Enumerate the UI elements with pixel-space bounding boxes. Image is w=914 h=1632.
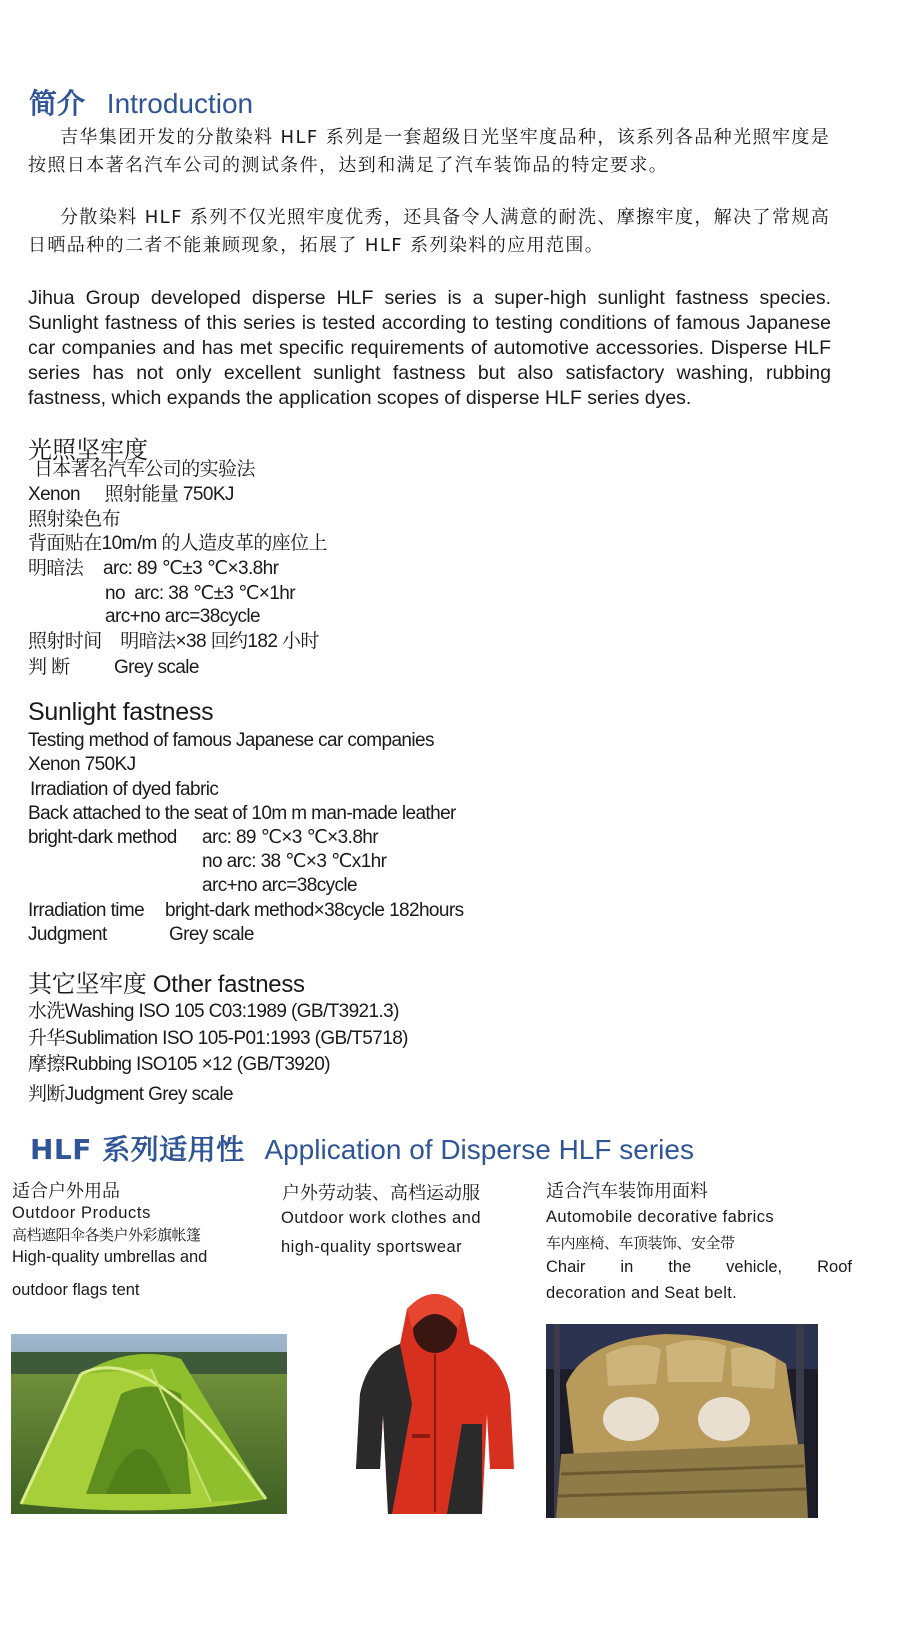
light-cn-judge-label: 判 断 [28, 657, 70, 678]
light-cn-arc1: arc: 89 ℃±3 ℃×3.8hr [103, 558, 279, 579]
application-title-cn: HLF 系列适用性 [30, 1133, 245, 1166]
col1-line4: outdoor flags tent [12, 1281, 140, 1299]
col1-line2: 高档遮阳伞各类户外彩旗帐篷 [12, 1226, 201, 1244]
other-item-rubbing: 摩擦Rubbing ISO105 ×12 (GB/T3920) [28, 1054, 330, 1075]
application-heading [30, 1128, 694, 1168]
intro-title-en: Introduction [106, 88, 254, 119]
light-cn-time-label: 照射时间 [28, 631, 102, 652]
col2-line2: high-quality sportswear [281, 1238, 463, 1256]
col3-line3-w4: vehicle, [726, 1258, 783, 1276]
light-cn-arc3: arc+no arc=38cycle [105, 606, 261, 627]
light-cn-xenon [28, 482, 234, 507]
application-title-en: Application of Disperse HLF series [264, 1134, 694, 1165]
other-item-sublimation: 升华Sublimation ISO 105-P01:1993 (GB/T5718) [28, 1028, 408, 1049]
light-en-method-label: bright-dark method [28, 827, 177, 848]
light-cn-method-label: 明暗法 [28, 558, 84, 579]
light-cn-time-value: 明暗法×38 回约182 小时 [120, 631, 319, 652]
light-cn-xenon-label: Xenon [28, 484, 80, 505]
light-cn-xenon-value: 照射能量 750KJ [104, 484, 234, 505]
light-cn-fabric: 照射染色布 [28, 509, 121, 530]
light-cn-backing: 背面贴在10m/m 的人造皮革的座位上 [28, 533, 327, 554]
col1-line3: High-quality umbrellas and [12, 1248, 208, 1266]
col3-line2: 车内座椅、车顶装饰、安全带 [546, 1234, 735, 1252]
light-en-time-label: Irradiation time [28, 900, 145, 921]
light-cn-judge [28, 655, 199, 680]
light-en-arc3: arc+no arc=38cycle [202, 875, 358, 896]
intro-cn-paragraph-2: 分散染料 HLF 系列不仅光照牢度优秀，还具备令人满意的耐洗、摩擦牢度，解决了常规高日晒品种的二者不能兼顾现象，拓展了 HLF 系列染料的应用范围。 [28, 207, 831, 256]
col3-line3-w2: in [620, 1258, 634, 1276]
col3-title: 适合汽车装饰用面料 [546, 1181, 708, 1202]
col1-line1: Outdoor Products [12, 1204, 151, 1222]
car-seat-photo [546, 1324, 818, 1518]
light-en-xenon: Xenon 750KJ [28, 754, 136, 775]
intro-en-paragraph: Jihua Group developed disperse HLF series is a super-high sunlight fastness species. Sunlight fastness of this series is tested according to testing conditions of famous Japanese car companies and has met specific requirements of automotive accessories. Disperse HLF series has not only excellent sunlight fastness but also satisfactory washing, rubbing fastness, which expands the application scopes of disperse HLF series dyes. [28, 287, 831, 409]
intro-title-cn: 简介 [29, 87, 86, 120]
col3-line3-w1: Chair [546, 1258, 586, 1276]
light-cn-title: 光照坚牢度 [28, 436, 148, 464]
col2-line1: Outdoor work clothes and [281, 1209, 482, 1227]
col1-title: 适合户外用品 [12, 1181, 120, 1202]
intro-cn-paragraph-1: 吉华集团开发的分散染料 HLF 系列是一套超级日光坚牢度品种，该系列各品种光照牢度是按照日本著名汽车公司的测试条件，达到和满足了汽车装饰品的特定要求。 [28, 127, 831, 176]
light-cn-time [28, 629, 319, 654]
light-en-judge-label: Judgment [28, 924, 107, 945]
light-en-judge-value: Grey scale [169, 924, 254, 945]
light-en-arc1: arc: 89 ℃×3 ℃×3.8hr [202, 827, 378, 848]
light-en-arc2: no arc: 38 ℃×3 ℃x1hr [202, 851, 387, 872]
light-cn-judge-value: Grey scale [114, 657, 199, 678]
col3-line4: decoration and Seat belt. [546, 1284, 737, 1302]
light-en-title: Sunlight fastness [28, 698, 214, 726]
light-cn-arc2: no arc: 38 ℃±3 ℃×1hr [105, 583, 295, 604]
other-item-washing: 水洗Washing ISO 105 C03:1989 (GB/T3921.3) [28, 1001, 399, 1022]
light-en-backing: Back attached to the seat of 10m m man-made leather [28, 803, 456, 824]
other-item-judgment: 判断Judgment Grey scale [28, 1084, 233, 1105]
col2-title: 户外劳动装、高档运动服 [282, 1183, 480, 1204]
intro-heading [29, 82, 253, 122]
col3-line3 [546, 1253, 852, 1282]
col3-line3-w5: Roof [817, 1258, 852, 1276]
light-cn-method: 日本著名汽车公司的实验法 [34, 459, 255, 480]
col3-line1: Automobile decorative fabrics [546, 1208, 775, 1226]
jacket-photo [352, 1284, 518, 1521]
tent-photo [11, 1334, 287, 1514]
light-en-fabric: Irradiation of dyed fabric [30, 779, 219, 800]
light-en-time-value: bright-dark method×38cycle 182hours [165, 900, 464, 921]
light-en-method: Testing method of famous Japanese car companies [28, 730, 434, 751]
other-title: 其它坚牢度 Other fastness [28, 971, 305, 998]
col3-line3-w3: the [668, 1258, 692, 1276]
